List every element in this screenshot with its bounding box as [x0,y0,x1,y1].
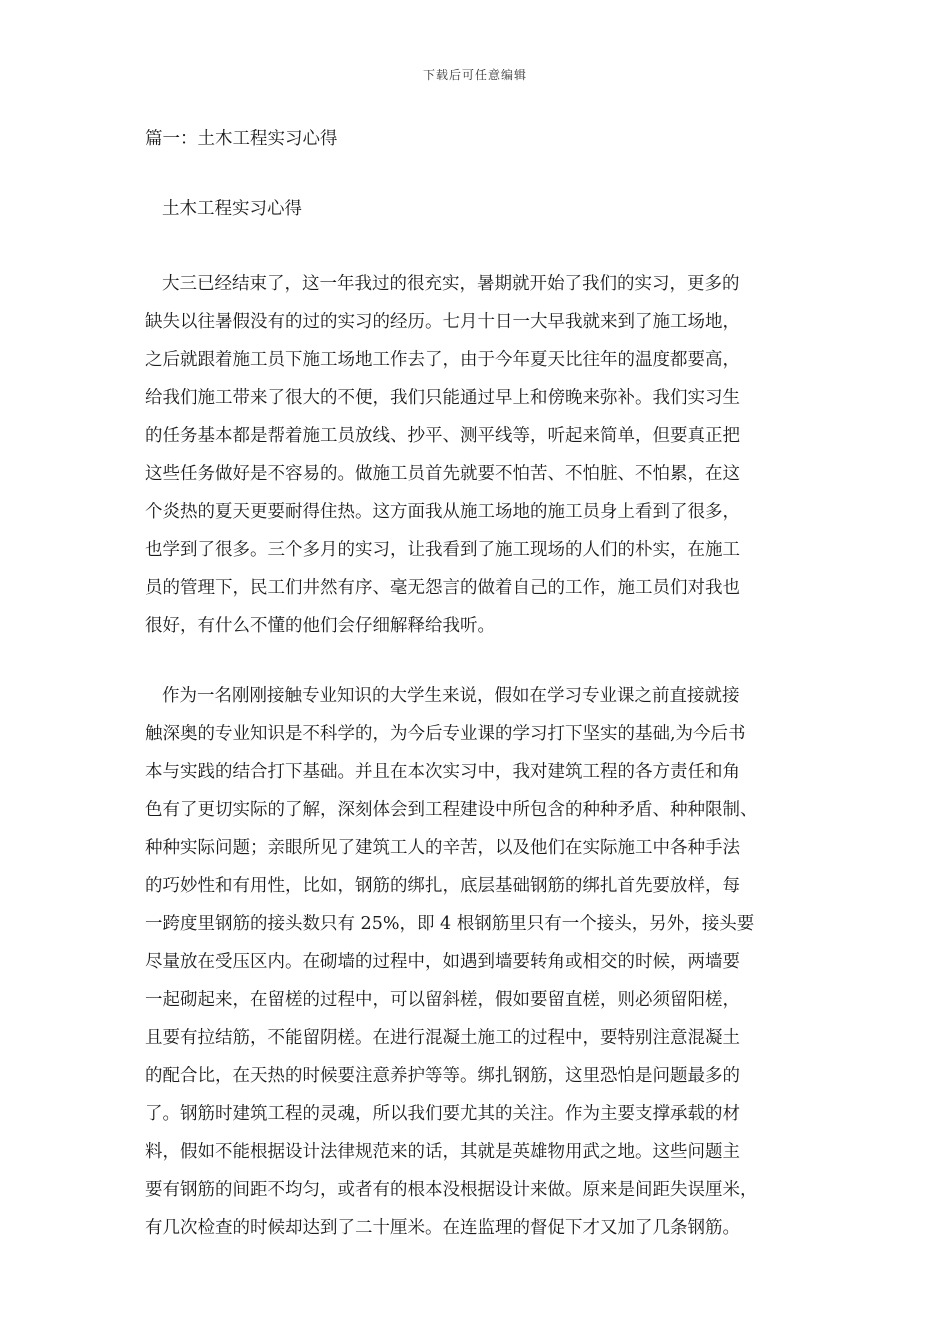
paragraph-line: 了。钢筋时建筑工程的灵魂，所以我们要尤其的关注。作为主要支撑承载的材 [145,1104,740,1124]
paragraph-line: 色有了更切实际的了解，深刻体会到工程建设中所包含的种种矛盾、种种限制、 [145,800,758,820]
paragraph-line: 有几次检查的时候却达到了二十厘米。在连监理的督促下才又加了几条钢筋。 [145,1218,740,1238]
paragraph-line: 个炎热的夏天更要耐得住热。这方面我从施工场地的施工员身上看到了很多， [145,502,740,522]
paragraph-line: 要有钢筋的间距不均匀，或者有的根本没根据设计来做。原来是间距失误厘米， [145,1180,758,1200]
paragraph-line: 缺失以往暑假没有的过的实习的经历。七月十日一大早我就来到了施工场地， [145,312,740,332]
paragraph-line: 本与实践的结合打下基础。并且在本次实习中，我对建筑工程的各方责任和角 [145,762,740,782]
paragraph-line: 种种实际问题；亲眼所见了建筑工人的辛苦，以及他们在实际施工中各种手法 [145,838,740,858]
paragraph-line: 之后就跟着施工员下施工场地工作去了，由于今年夏天比往年的温度都要高， [145,350,740,370]
paragraph-line: 的巧妙性和有用性，比如，钢筋的绑扎，底层基础钢筋的绑扎首先要放样，每 [145,876,740,896]
page-header: 下载后可任意编辑 [422,68,527,82]
paragraph-line: 给我们施工带来了很大的不便，我们只能通过早上和傍晚来弥补。我们实习生 [145,388,740,408]
paragraph-line: 很好，有什么不懂的他们会仔细解释给我听。 [145,616,495,636]
paragraph-1 [145,265,809,645]
paragraph-line: 尽量放在受压区内。在砌墙的过程中，如遇到墙要转角或相交的时候，两墙要 [145,952,740,972]
paragraph-line: 这些任务做好是不容易的。做施工员首先就要不怕苦、不怕脏、不怕累，在这 [145,464,740,484]
paragraph-line: 一跨度里钢筋的接头数只有 25%，即 4 根钢筋里只有一个接头，另外，接头要 [145,914,755,934]
paragraph-line: 大三已经结束了，这一年我过的很充实，暑期就开始了我们的实习，更多的 [162,274,740,294]
paragraph-line: 触深奥的专业知识是不科学的，为今后专业课的学习打下坚实的基础,为今后书 [145,724,746,744]
paragraph-2 [145,677,809,1247]
paragraph-line: 也学到了很多。三个多月的实习，让我看到了施工现场的人们的朴实，在施工 [145,540,740,560]
paragraph-line: 员的管理下，民工们井然有序、毫无怨言的做着自己的工作，施工员们对我也 [145,578,740,598]
document-title: 篇一：土木工程实习心得 [145,129,338,149]
paragraph-line: 作为一名刚刚接触专业知识的大学生来说，假如在学习专业课之前直接就接 [162,686,740,706]
paragraph-line: 的任务基本都是帮着施工员放线、抄平、测平线等，听起来简单，但要真正把 [145,426,740,446]
document-subtitle: 土木工程实习心得 [162,199,302,219]
paragraph-line: 料，假如不能根据设计法律规范来的话，其就是英雄物用武之地。这些问题主 [145,1142,740,1162]
paragraph-line: 且要有拉结筋，不能留阴槎。在进行混凝土施工的过程中，要特别注意混凝土 [145,1028,740,1048]
paragraph-line: 的配合比，在天热的时候要注意养护等等。绑扎钢筋，这里恐怕是问题最多的 [145,1066,740,1086]
document-body [145,122,809,1247]
paragraph-line: 一起砌起来，在留槎的过程中，可以留斜槎，假如要留直槎，则必须留阳槎， [145,990,740,1010]
